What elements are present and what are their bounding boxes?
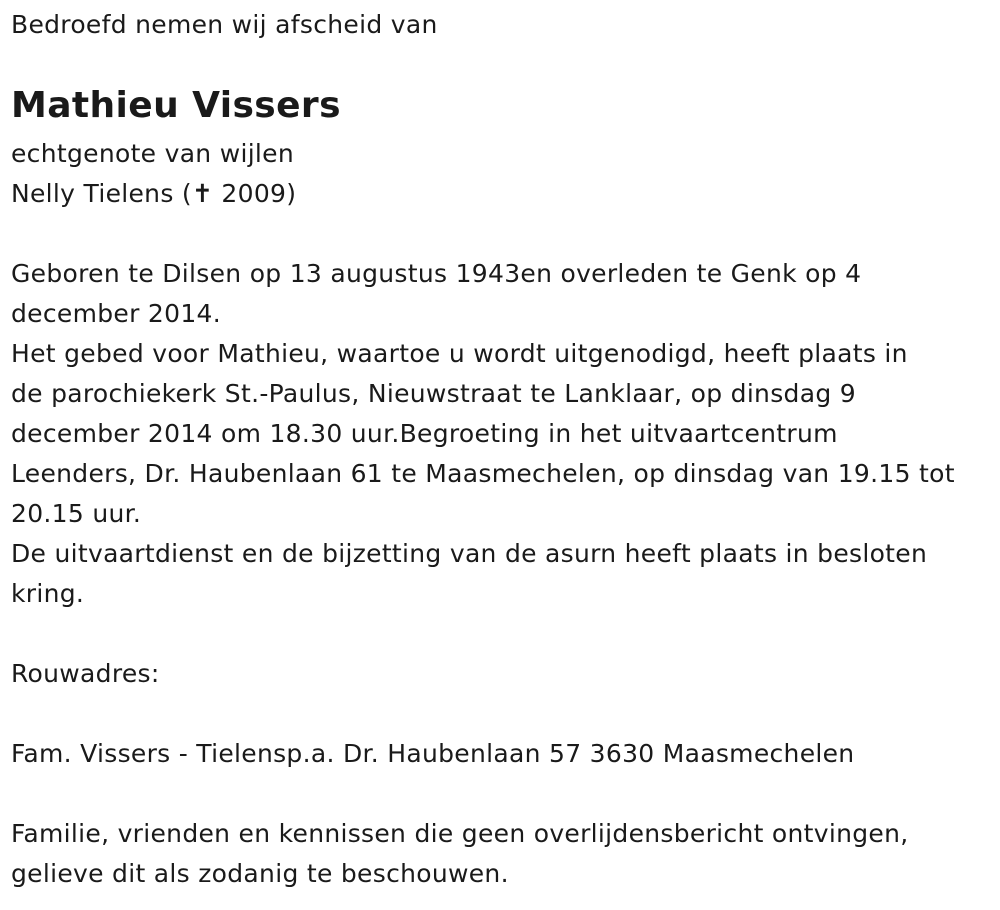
address-text: Fam. Vissers - Tielensp.a. Dr. Haubenlaan 57 3630 Maasmechelen [11, 739, 855, 768]
address-label: Rouwadres: [11, 659, 160, 688]
body-line: december 2014. [11, 299, 221, 328]
body-line: december 2014 om 18.30 uur.Begroeting in het uitvaartcentrum [11, 419, 838, 448]
body-line: 20.15 uur. [11, 499, 142, 528]
body-line: Het gebed voor Mathieu, waartoe u wordt uitgenodigd, heeft plaats in [11, 339, 908, 368]
body-line: Leenders, Dr. Haubenlaan 61 te Maasmechelen, op dinsdag van 19.15 tot [11, 459, 955, 488]
spouse-text: Nelly Tielens (✝ 2009) [11, 179, 297, 208]
closing-line: Familie, vrienden en kennissen die geen overlijdensbericht ontvingen, [11, 819, 909, 848]
body-line: de parochiekerk St.-Paulus, Nieuwstraat te Lanklaar, op dinsdag 9 [11, 379, 856, 408]
body-line: kring. [11, 579, 85, 608]
body-line: De uitvaartdienst en de bijzetting van de asurn heeft plaats in besloten [11, 539, 928, 568]
intro-text: Bedroefd nemen wij afscheid van [11, 10, 438, 39]
deceased-name: Mathieu Vissers [11, 85, 341, 126]
body-line: Geboren te Dilsen op 13 augustus 1943en overleden te Genk op 4 [11, 259, 862, 288]
closing-line: gelieve dit als zodanig te beschouwen. [11, 859, 509, 888]
relation-text: echtgenote van wijlen [11, 139, 295, 168]
